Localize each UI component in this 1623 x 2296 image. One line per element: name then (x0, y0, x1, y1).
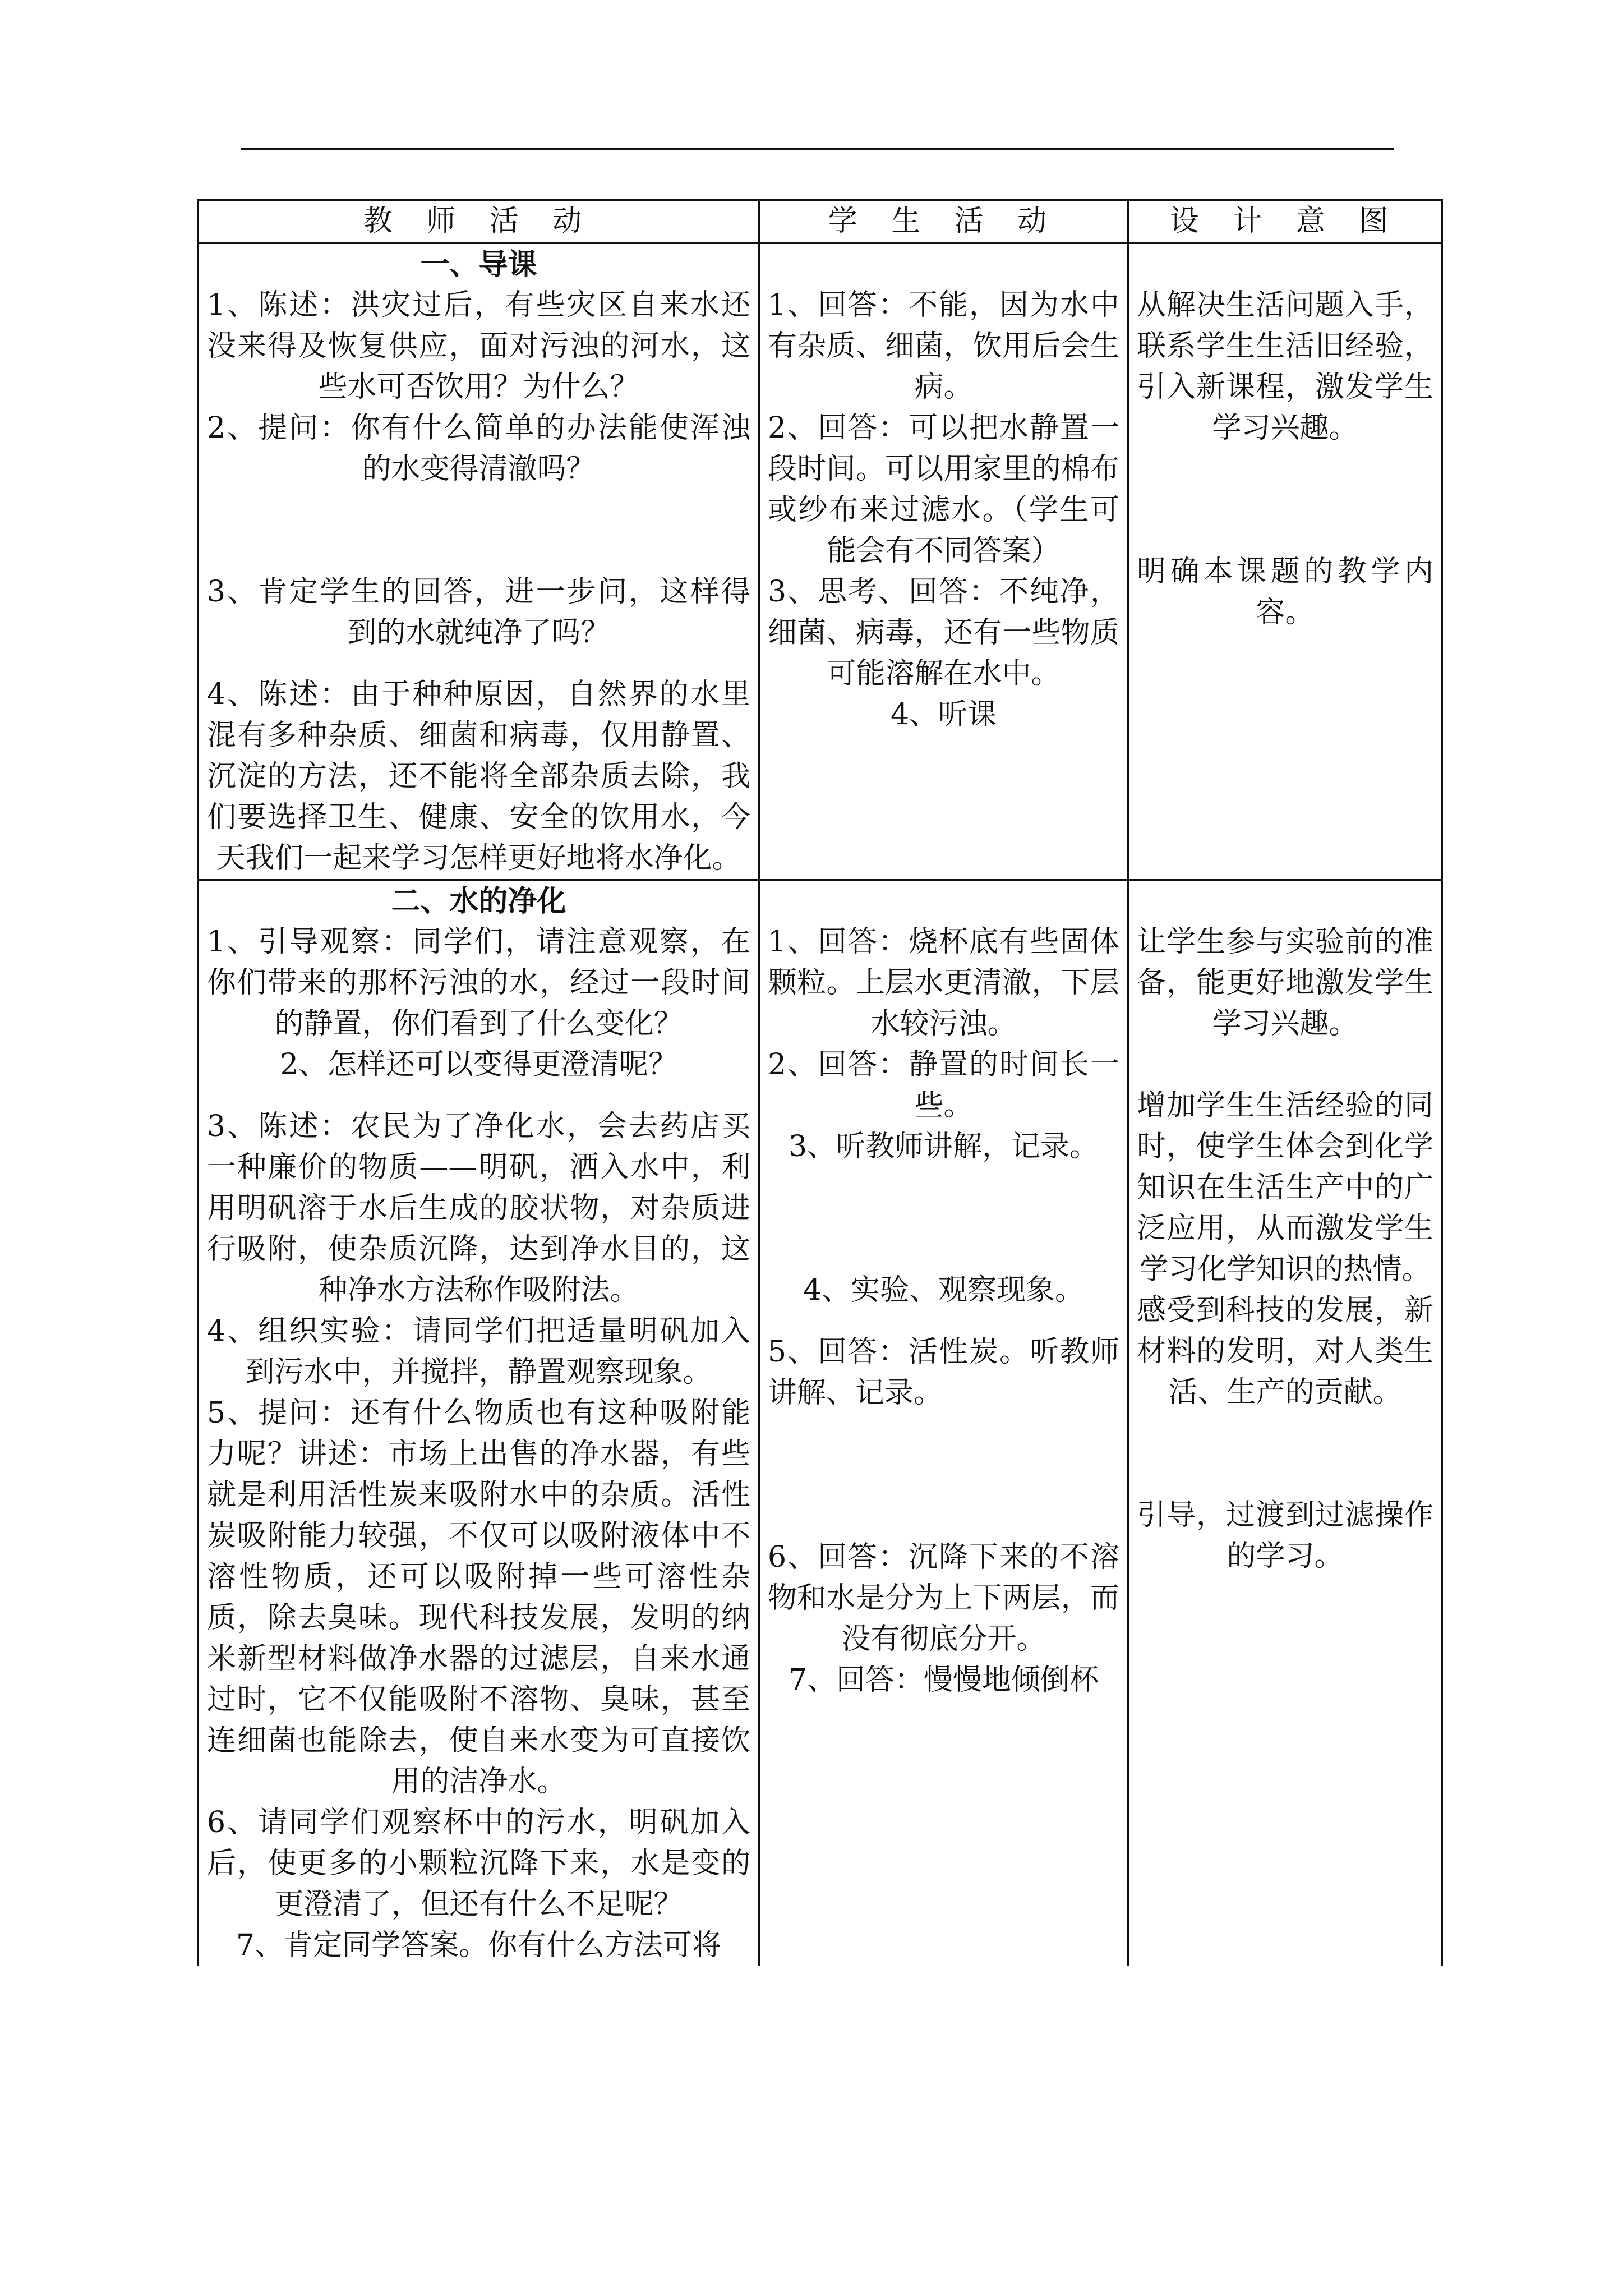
design-cell-intro (1128, 243, 1442, 880)
design-cell-purification (1128, 880, 1442, 1967)
section-row-intro (199, 243, 1442, 880)
design-note: 感受到科技的发展，新材料的发明，对人类生活、生产的贡献。 (1137, 1294, 1433, 1409)
student-step: 1、回答：不能，因为水中有杂质、细菌，饮用后会生病。 (768, 288, 1119, 404)
student-step: 4、听课 (890, 698, 997, 731)
design-note: 让学生参与实验前的准备，能更好地激发学生学习兴趣。 (1137, 925, 1433, 1041)
student-step: 2、回答：可以把水静置一段时间。可以用家里的棉布或纱布来过滤水。（学生可能会有不同答案） (768, 411, 1119, 568)
teacher-step: 7、肯定同学答案。你有什么方法可将 (236, 1929, 722, 1962)
student-cell-purification (759, 880, 1128, 1967)
header-teacher-activity: 教 师 活 动 (199, 200, 759, 243)
student-step: 2、回答：静置的时间长一些。 (768, 1048, 1119, 1122)
table-header-row (199, 200, 1442, 243)
teacher-step: 1、陈述：洪灾过后，有些灾区自来水还没来得及恢复供应，面对污浊的河水，这些水可否饮用？为什么？ (207, 288, 750, 404)
lesson-plan-table (197, 199, 1443, 1966)
teacher-step: 3、肯定学生的回答，进一步问，这样得到的水就纯净了吗？ (207, 575, 750, 650)
teacher-step: 2、怎样还可以变得更澄清呢？ (279, 1048, 678, 1082)
student-step: 6、回答：沉降下来的不溶物和水是分为上下两层，而没有彻底分开。 (768, 1540, 1119, 1656)
student-step: 4、实验、观察现象。 (803, 1273, 1085, 1307)
teacher-step: 4、陈述：由于种种原因，自然界的水里混有多种杂质、细菌和病毒，仅用静置、沉淀的方法，还不能将全部杂质去除，我们要选择卫生、健康、安全的饮用水，今天我们一起来学习怎样更好地将水净化。 (207, 678, 750, 875)
design-note: 增加学生生活经验的同时，使学生体会到化学知识在生活生产中的广泛应用，从而激发学生学习化学知识的热情。 (1137, 1089, 1433, 1286)
student-step: 1、回答：烧杯底有些固体颗粒。上层水更清澈，下层水较污浊。 (768, 925, 1119, 1041)
teacher-cell-intro (199, 243, 759, 880)
design-note: 明确本课题的教学内容。 (1137, 555, 1433, 629)
student-cell-intro (759, 243, 1128, 880)
teacher-step: 5、提问：还有什么物质也有这种吸附能力呢？讲述：市场上出售的净水器，有些就是利用活性炭来吸附水中的杂质。活性炭吸附能力较强，不仅可以吸附液体中不溶性物质，还可以吸附掉一些可溶性杂质，除去臭味。现代科技发展，发明的纳米新型材料做净水器的过滤层，自来水通过时，它不仅能吸附不溶物、臭味，甚至连细菌也能除去，使自来水变为可直接饮用的洁净水。 (207, 1396, 750, 1798)
student-step: 3、听教师讲解，记录。 (788, 1130, 1099, 1163)
teacher-step: 3、陈述：农民为了净化水，会去药店买一种廉价的物质——明矾，洒入水中，利用明矾溶于水后生成的胶状物，对杂质进行吸附，使杂质沉降，达到净水目的，这种净水方法称作吸附法。 (207, 1110, 750, 1307)
header-design-intent: 设 计 意 图 (1128, 200, 1442, 243)
teacher-cell-purification (199, 880, 759, 1967)
teacher-step: 1、引导观察：同学们，请注意观察，在你们带来的那杯污浊的水，经过一段时间的静置，你们看到了什么变化？ (207, 925, 750, 1041)
student-step: 7、回答：慢慢地倾倒杯 (788, 1663, 1099, 1697)
header-rule (241, 148, 1394, 150)
teacher-step: 2、提问：你有什么简单的办法能使浑浊的水变得清澈吗？ (207, 411, 750, 486)
student-step: 5、回答：活性炭。听教师讲解、记录。 (768, 1335, 1119, 1410)
student-step: 3、思考、回答：不纯净，细菌、病毒，还有一些物质可能溶解在水中。 (768, 575, 1119, 691)
section-row-purification (199, 880, 1442, 1967)
design-note: 引导，过渡到过滤操作的学习。 (1137, 1498, 1433, 1573)
teacher-step: 6、请同学们观察杯中的污水，明矾加入后，使更多的小颗粒沉降下来，水是变的更澄清了，但还有什么不足呢？ (207, 1806, 750, 1921)
section-title: 二、水的净化 (391, 884, 566, 918)
teacher-step: 4、组织实验：请同学们把适量明矾加入到污水中，并搅拌，静置观察现象。 (207, 1314, 750, 1389)
design-note: 从解决生活问题入手，联系学生生活旧经验，引入新课程，激发学生学习兴趣。 (1137, 288, 1433, 445)
header-student-activity: 学 生 活 动 (759, 200, 1128, 243)
section-title: 一、导课 (420, 247, 537, 282)
